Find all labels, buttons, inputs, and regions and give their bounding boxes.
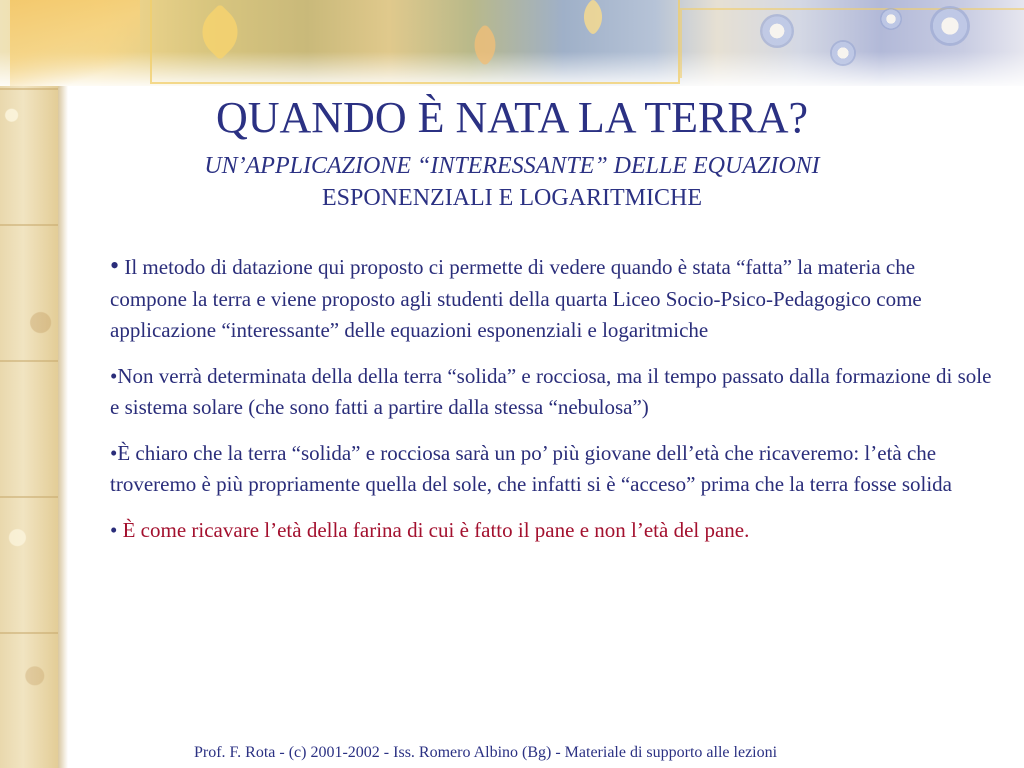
flower-icon: [830, 40, 856, 66]
bullet-paragraph: [110, 361, 995, 424]
bullet-paragraph-highlight: [110, 515, 995, 547]
bullet-text: Il metodo di datazione qui proposto ci permette di vedere quando è stata “fatta” la materia che compone la terra e viene proposto agli studenti della quarta Liceo Socio-Psico-Pedagogico come applicazione “interessante” delle equazioni esponenziali e logaritmiche: [110, 255, 922, 342]
flower-icon: [760, 14, 794, 48]
subtitle-line-2: ESPONENZIALI E LOGARITMICHE: [322, 185, 702, 211]
bullet-paragraph: [110, 438, 995, 501]
bullet-paragraph: [110, 250, 995, 347]
flower-icon: [880, 8, 902, 30]
slide-body: [110, 250, 995, 560]
bullet-text: È chiaro che la terra “solida” e rocciosa sarà un po’ più giovane dell’età che ricaveremo: l’età che troveremo è più propriamente quella del sole, che infatti si è “acceso” prima che la terra fosse solida: [110, 440, 952, 496]
bullet-text: Non verrà determinata della della terra “solida” e rocciosa, ma il tempo passato dalla formazione di sole e sistema solare (che sono fatti a partire dalla stessa “nebulosa”): [110, 363, 992, 419]
slide-subtitle: [60, 150, 964, 214]
bullet-marker: •: [110, 517, 123, 542]
bullet-marker: •: [110, 440, 118, 465]
bullet-text-highlight: È come ricavare l’età della farina di cui è fatto il pane e non l’età del pane.: [122, 517, 750, 542]
decorative-banner: [0, 0, 1024, 86]
banner-sun-shape: [10, 0, 140, 86]
subtitle-line-1: UN’APPLICAZIONE “INTERESSANTE” DELLE EQUAZIONI: [204, 153, 820, 179]
slide-footer: Prof. F. Rota - (c) 2001-2002 - Iss. Romero Albino (Bg) - Materiale di supporto alle lezioni: [194, 744, 778, 761]
flower-icon: [930, 6, 970, 46]
bullet-marker: •: [110, 251, 120, 280]
bullet-marker: •: [110, 363, 118, 388]
slide-title: QUANDO È NATA LA TERRA?: [215, 93, 809, 142]
